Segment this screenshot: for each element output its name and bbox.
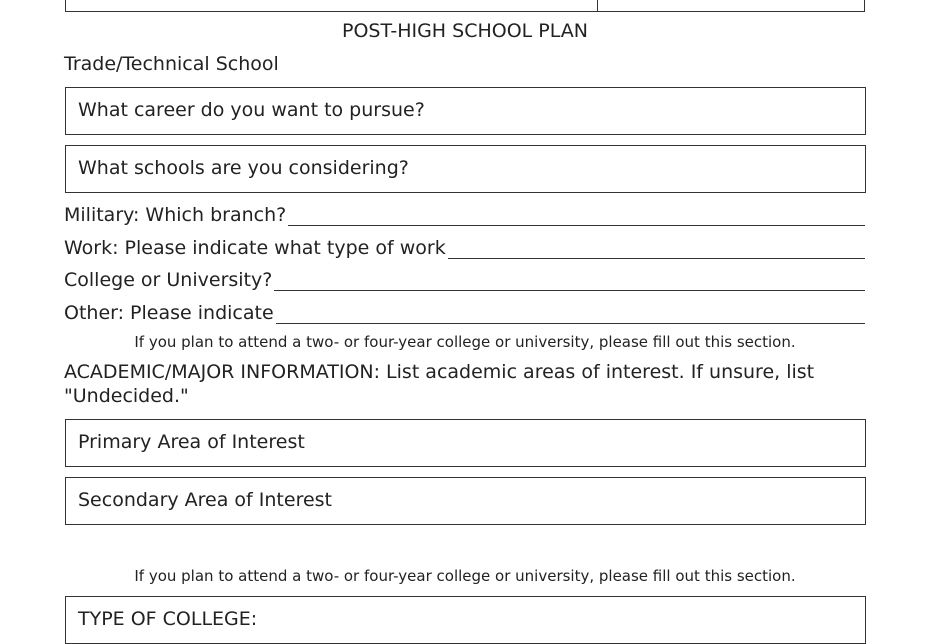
college-line[interactable] bbox=[64, 267, 865, 291]
other-label: Other: Please indicate bbox=[64, 302, 274, 324]
schools-field[interactable] bbox=[65, 145, 866, 193]
military-blank[interactable] bbox=[288, 205, 865, 226]
type-of-college-field[interactable] bbox=[65, 596, 866, 644]
work-blank[interactable] bbox=[448, 238, 865, 259]
career-field-label: What career do you want to pursue? bbox=[78, 99, 425, 121]
academic-heading-line1: ACADEMIC/MAJOR INFORMATION: List academic areas of interest. If unsure, list bbox=[64, 361, 815, 383]
primary-interest-field[interactable] bbox=[65, 419, 866, 467]
college-label: College or University? bbox=[64, 269, 273, 291]
military-line[interactable] bbox=[64, 202, 865, 226]
college-note-2: If you plan to attend a two- or four-year college or university, please fill out this section. bbox=[134, 567, 796, 585]
other-line[interactable] bbox=[64, 300, 865, 324]
primary-interest-label: Primary Area of Interest bbox=[78, 431, 305, 453]
career-field[interactable] bbox=[65, 87, 866, 135]
secondary-interest-label: Secondary Area of Interest bbox=[78, 489, 332, 511]
trade-school-label: Trade/Technical School bbox=[64, 53, 279, 75]
college-note-1: If you plan to attend a two- or four-year college or university, please fill out this section. bbox=[134, 333, 796, 351]
section-title: POST-HIGH SCHOOL PLAN bbox=[342, 20, 588, 42]
previous-table-right-cell bbox=[597, 0, 865, 12]
military-label: Military: Which branch? bbox=[64, 204, 287, 226]
schools-field-label: What schools are you considering? bbox=[78, 157, 409, 179]
secondary-interest-field[interactable] bbox=[65, 477, 866, 525]
work-line[interactable] bbox=[64, 235, 865, 259]
college-blank[interactable] bbox=[274, 270, 865, 291]
academic-heading-line2: "Undecided." bbox=[64, 385, 189, 407]
type-of-college-label: TYPE OF COLLEGE: bbox=[78, 608, 258, 630]
work-label: Work: Please indicate what type of work bbox=[64, 237, 446, 259]
other-blank[interactable] bbox=[276, 303, 865, 324]
previous-table-left-cell bbox=[65, 0, 599, 12]
